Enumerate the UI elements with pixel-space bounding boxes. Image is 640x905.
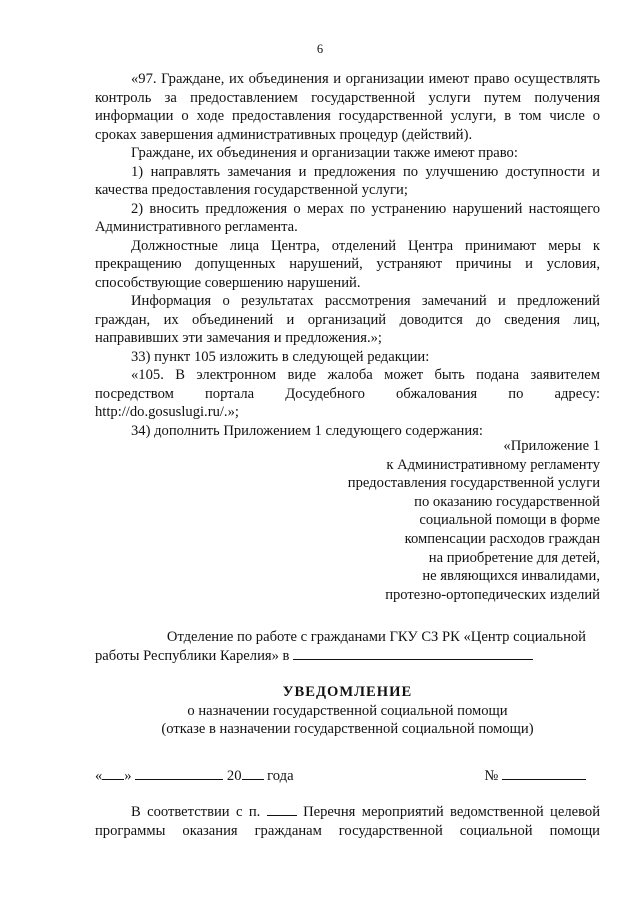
number-blank	[502, 767, 586, 780]
paragraph-information: Информация о результатах рассмотрения замечаний и предложений граждан, их объединений и организаций доводится до сведения лиц, направивших эти замечания и предложения.»;	[95, 293, 600, 346]
number-sign: №	[484, 768, 499, 784]
final-paragraph-line-1	[95, 803, 600, 822]
paragraph-item-33: 33) пункт 105 изложить в следующей редакции:	[131, 348, 430, 365]
year-blank	[242, 767, 264, 780]
month-blank	[135, 767, 223, 780]
notice-title: УВЕДОМЛЕНИЕ	[282, 684, 413, 700]
paragraph-rights: Граждане, их объединения и организации также имеют право:	[131, 145, 518, 161]
department-line-2-text: работы Республики Карелия» в	[95, 647, 290, 664]
day-blank	[102, 767, 124, 780]
paragraph-officials: Должностные лица Центра, отделений Центра принимают меры к прекращению допущенных нарушений, устраняют причины и условия, способствующие совершению нарушений.	[95, 237, 600, 291]
appendix-line: к Административному регламенту	[386, 456, 600, 473]
appendix-line: «Приложение 1	[503, 438, 600, 454]
date-field	[95, 767, 294, 786]
department-block	[95, 628, 600, 665]
clause-blank	[267, 803, 297, 816]
year-suffix: года	[267, 768, 294, 784]
notice-subtitle: о назначении государственной социальной помощи	[187, 702, 508, 719]
page-number: 6	[316, 42, 324, 56]
appendix-header	[300, 437, 600, 604]
department-line-1: Отделение по работе с гражданами ГКУ СЗ РК «Центр социальной	[166, 629, 586, 645]
final-line-1-rest: Перечня мероприятий ведомственной целевой	[303, 804, 601, 820]
number-field	[484, 767, 586, 786]
paragraph-item-2: 2) вносить предложения о мерах по устранению нарушений настоящего Административного регламента.	[95, 200, 600, 235]
final-paragraph	[95, 803, 600, 840]
paragraph-item-34: 34) дополнить Приложением 1 следующего содержания:	[131, 422, 483, 439]
paragraph-item-1: 1) направлять замечания и предложения по улучшению доступности и качества предоставления государственной услуги;	[95, 163, 600, 198]
department-blank-field	[293, 647, 533, 660]
department-line-2	[95, 647, 600, 666]
appendix-line: по оказанию государственной	[414, 493, 600, 510]
appendix-line: социальной помощи в форме	[419, 512, 600, 529]
appendix-line: компенсации расходов граждан	[404, 530, 600, 547]
open-quote: «	[95, 768, 103, 784]
year-prefix: 20	[226, 768, 242, 784]
paragraph-105: «105. В электронном виде жалоба может быть подана заявителем посредством портала Досудебного обжалования по адресу: http://do.gosuslugi.ru/.»;	[95, 367, 600, 420]
final-paragraph-line-2: программы оказания гражданам государственной социальной помощи	[95, 822, 600, 839]
notice-subtitle-alt: (отказе в назначении государственной социальной помощи)	[161, 721, 534, 738]
appendix-line: не являющихся инвалидами,	[422, 568, 600, 585]
main-text	[95, 70, 600, 440]
appendix-line: на приобретение для детей,	[428, 549, 600, 566]
final-prefix: В соответствии с п.	[131, 804, 261, 820]
close-quote: »	[124, 768, 132, 784]
appendix-line: предоставления государственной услуги	[347, 475, 600, 492]
notice-heading	[95, 683, 600, 739]
paragraph-97: «97. Граждане, их объединения и организации имеют право осуществлять контроль за предоставлением государственной услуги путем получения информации о ходе предоставления государственной услуги, в том числе о сроках завершения административных процедур (действий).	[95, 71, 600, 143]
appendix-line: протезно-ортопедических изделий	[385, 586, 600, 603]
